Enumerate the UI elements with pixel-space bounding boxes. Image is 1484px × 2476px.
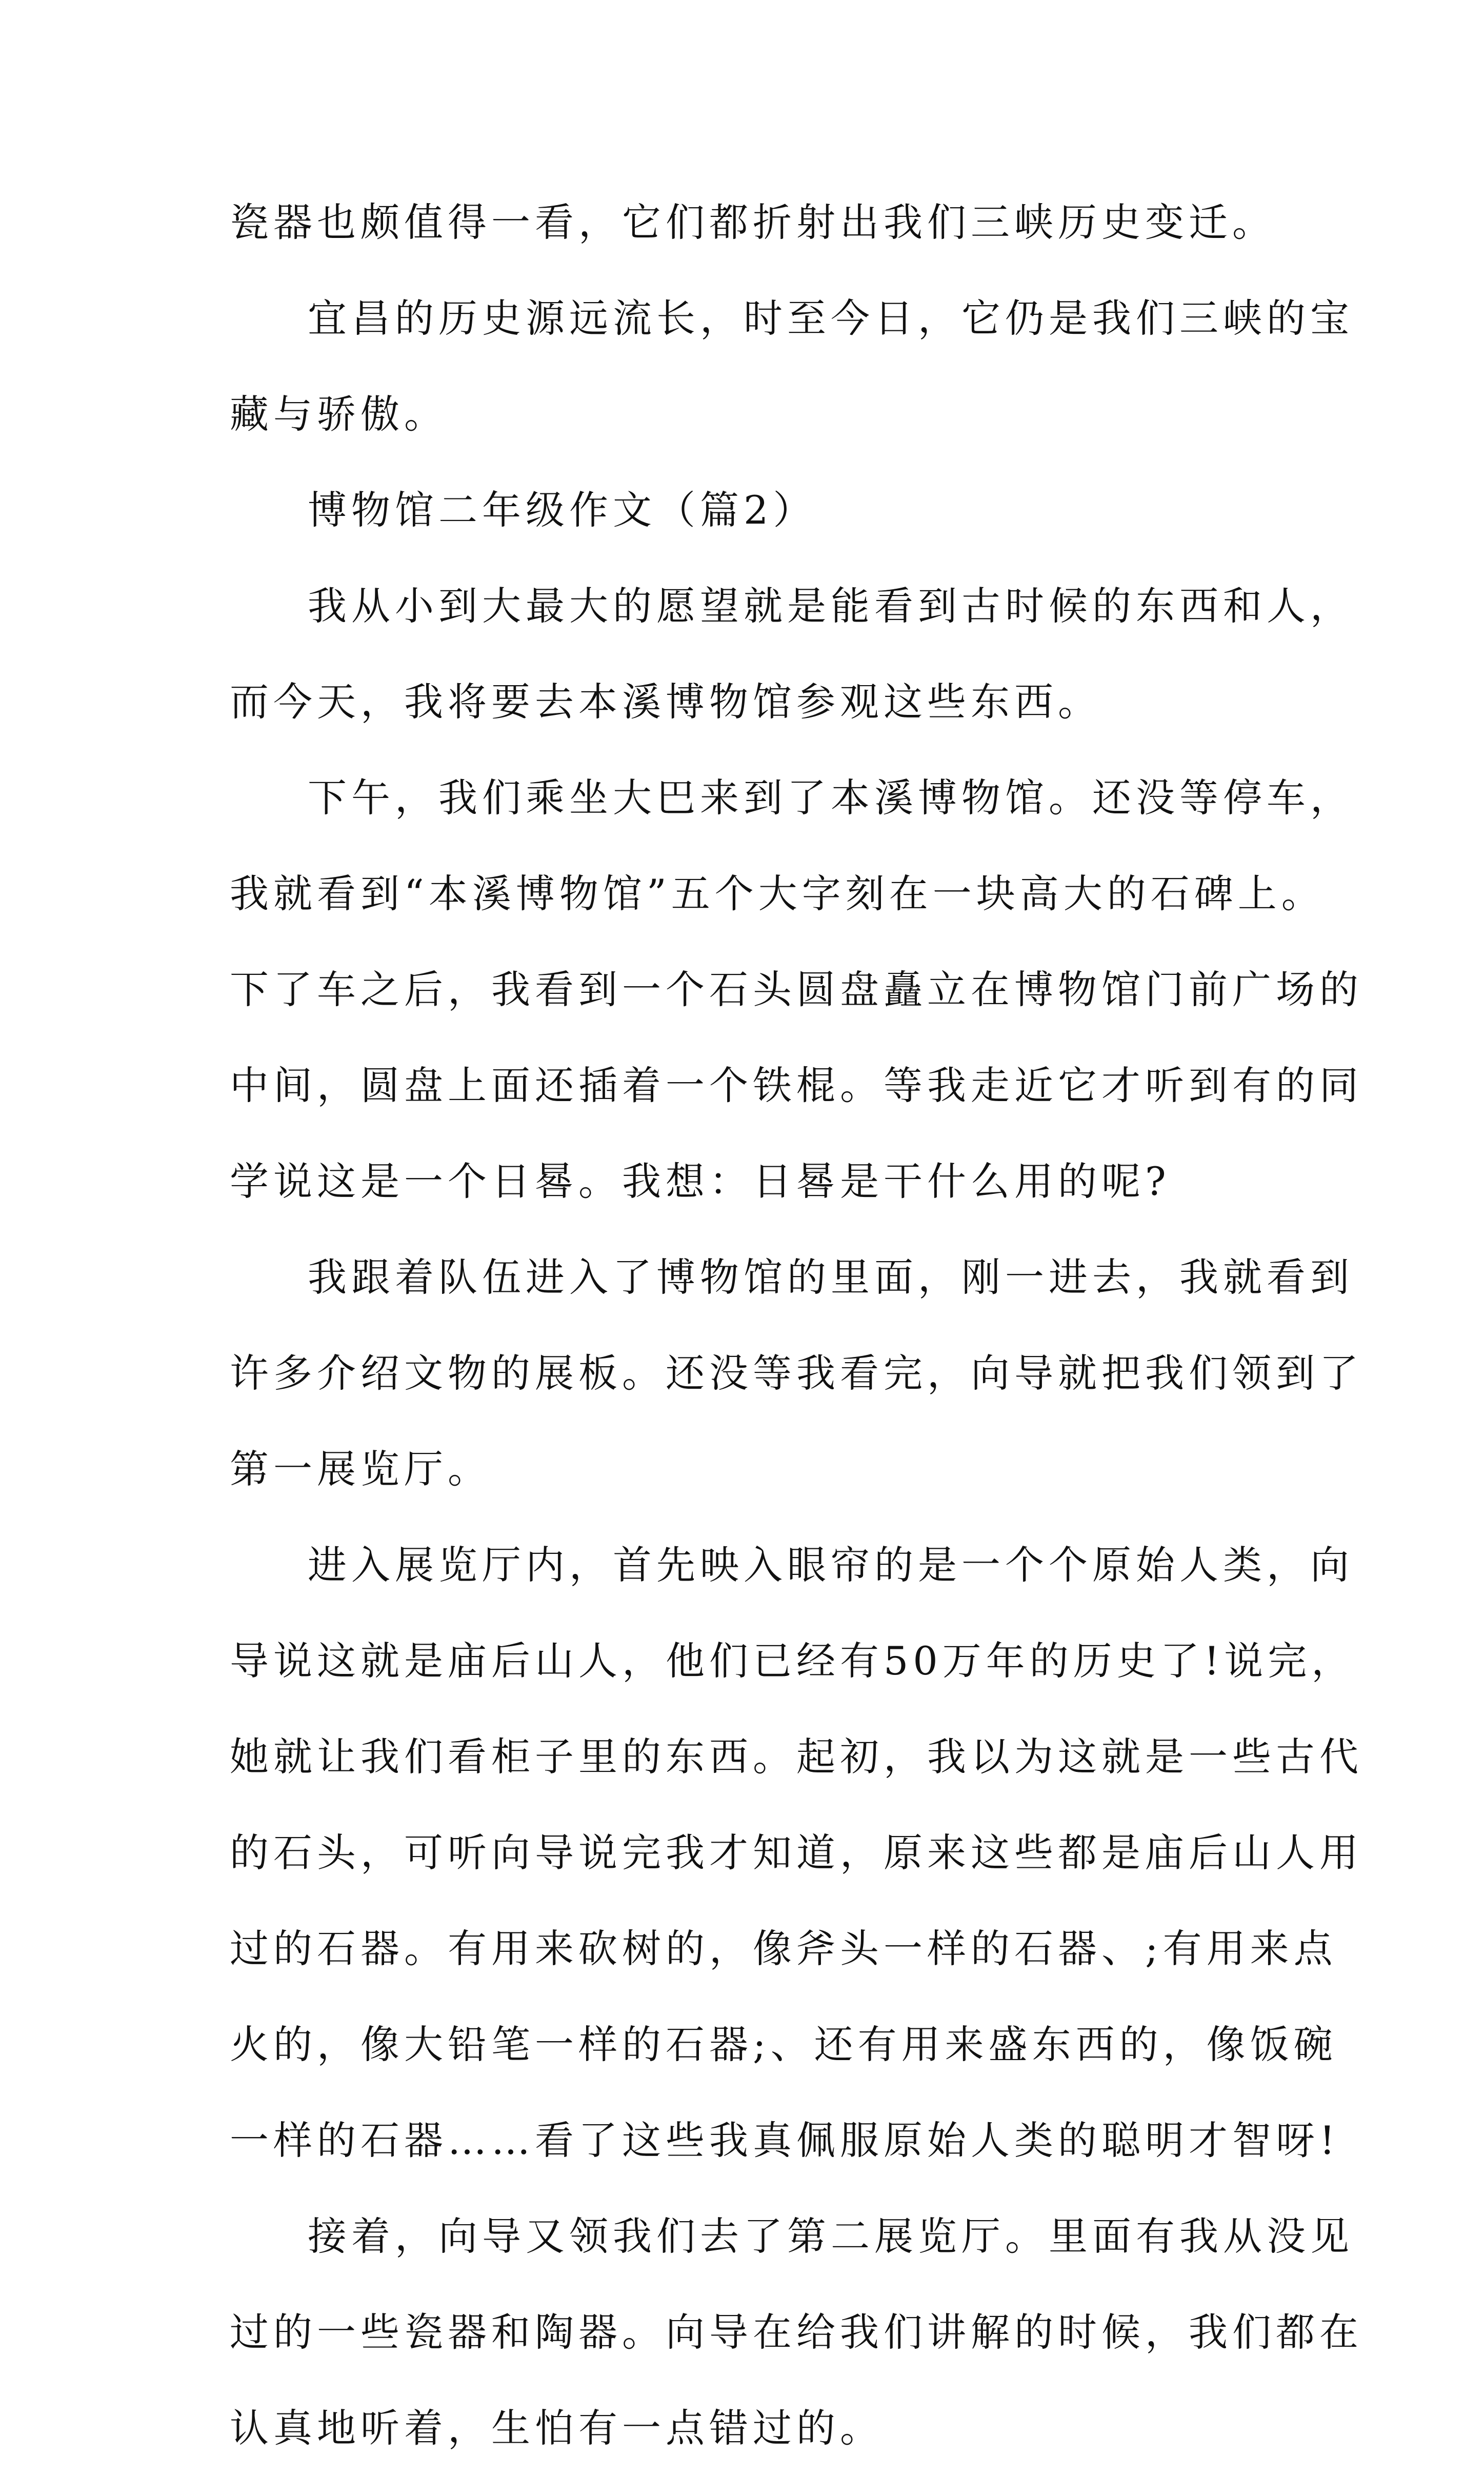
- text-line: 过的一些瓷器和陶器。向导在给我们讲解的时候，我们都在: [230, 2309, 1363, 2355]
- paragraph-start-line: 我从小到大最大的愿望就是能看到古时候的东西和人，: [308, 583, 1354, 629]
- text-line: 一样的石器……看了这些我真佩服原始人类的聪明才智呀!: [230, 2118, 1340, 2163]
- text-line: 学说这是一个日晷。我想：日晷是干什么用的呢?: [230, 1159, 1171, 1204]
- text-line: 中间，圆盘上面还插着一个铁棍。等我走近它才听到有的同: [230, 1063, 1363, 1108]
- text-line: 的石头，可听向导说完我才知道，原来这些都是庙后山人用: [230, 1830, 1363, 1875]
- paragraph-start-line: 我跟着队伍进入了博物馆的里面，刚一进去，我就看到: [308, 1254, 1354, 1300]
- text-line: 瓷器也颇值得一看，它们都折射出我们三峡历史变迁。: [230, 199, 1276, 245]
- text-line: 火的，像大铅笔一样的石器;、还有用来盛东西的，像饭碗: [230, 2022, 1337, 2067]
- text-line: 下了车之后，我看到一个石头圆盘矗立在博物馆门前广场的: [230, 967, 1363, 1012]
- text-line: 藏与骄傲。: [230, 391, 448, 437]
- paragraph-start-line: 接着，向导又领我们去了第二展览厅。里面有我从没见: [308, 2213, 1354, 2259]
- text-line: 我就看到“本溪博物馆”五个大字刻在一块高大的石碑上。: [230, 871, 1325, 916]
- text-line: 过的石器。有用来砍树的，像斧头一样的石器、;有用来点: [230, 1926, 1337, 1971]
- text-line: 她就让我们看柜子里的东西。起初，我以为这就是一些古代: [230, 1734, 1363, 1780]
- article-heading: 博物馆二年级作文（篇2）: [308, 487, 817, 533]
- text-line: 导说这就是庙后山人，他们已经有50万年的历史了!说完，: [230, 1638, 1355, 1684]
- paragraph-start-line: 宜昌的历史源远流长，时至今日，它仍是我们三峡的宝: [308, 295, 1354, 341]
- text-line: 认真地听着，生怕有一点错过的。: [230, 2405, 884, 2451]
- paragraph-start-line: 下午，我们乘坐大巴来到了本溪博物馆。还没等停车，: [308, 775, 1354, 821]
- article-body: [230, 174, 1363, 2476]
- paragraph-start-line: 进入展览厅内，首先映入眼帘的是一个个原始人类，向: [308, 1542, 1354, 1588]
- text-line: 而今天，我将要去本溪博物馆参观这些东西。: [230, 679, 1101, 725]
- text-line: 许多介绍文物的展板。还没等我看完，向导就把我们领到了: [230, 1350, 1363, 1396]
- text-line: 第一展览厅。: [230, 1446, 491, 1492]
